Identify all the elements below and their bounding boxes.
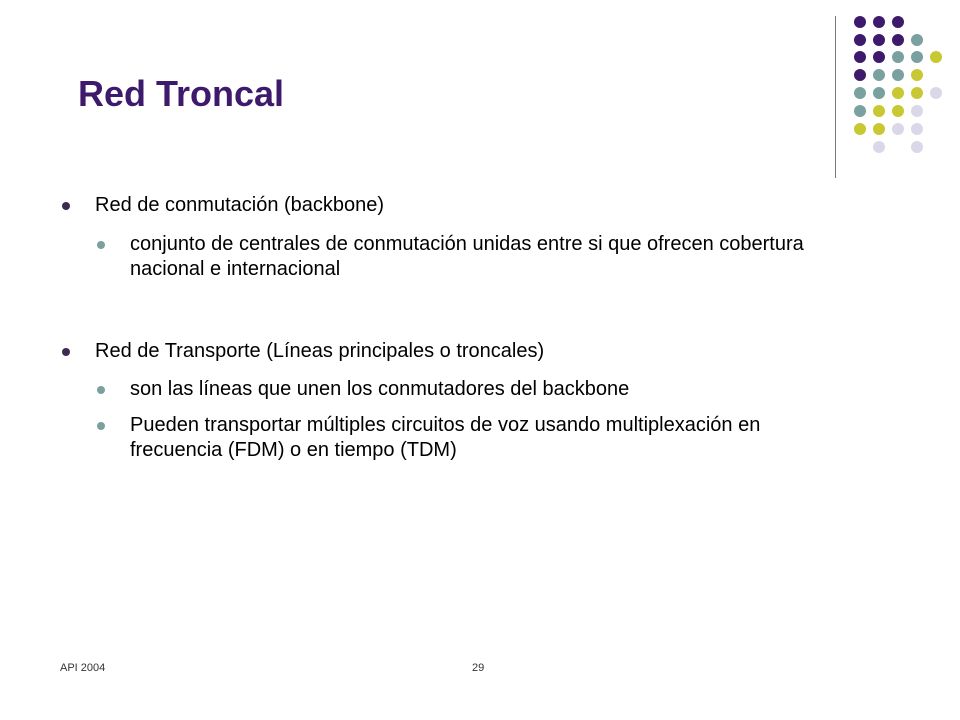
sub-bullet-item bbox=[130, 377, 830, 402]
slide-title: Red Troncal bbox=[78, 73, 285, 114]
sub-bullet-dot-icon bbox=[97, 386, 105, 394]
sub-bullet-item bbox=[130, 232, 830, 282]
footer-label: API 2004 bbox=[60, 662, 106, 674]
sub-bullet-item bbox=[130, 413, 830, 463]
page-number: 29 bbox=[472, 662, 485, 674]
bullet-dot-icon bbox=[62, 348, 70, 356]
sub-bullet-text: Pueden transportar múltiples circuitos de voz usando multiplexación en frecuencia (FDM) o en tiempo (TDM) bbox=[130, 414, 761, 461]
bullet-item bbox=[95, 339, 835, 364]
bullet-text: Red de conmutación (backbone) bbox=[95, 194, 385, 216]
bullet-item bbox=[95, 193, 835, 218]
sub-bullet-dot-icon bbox=[97, 241, 105, 249]
sub-bullet-text: conjunto de centrales de conmutación unidas entre si que ofrecen cobertura nacional e internacional bbox=[130, 233, 804, 280]
bullet-text: Red de Transporte (Líneas principales o troncales) bbox=[95, 340, 545, 362]
bullet-dot-icon bbox=[62, 202, 70, 210]
sub-bullet-text: son las líneas que unen los conmutadores del backbone bbox=[130, 378, 630, 400]
sub-bullet-dot-icon bbox=[97, 422, 105, 430]
